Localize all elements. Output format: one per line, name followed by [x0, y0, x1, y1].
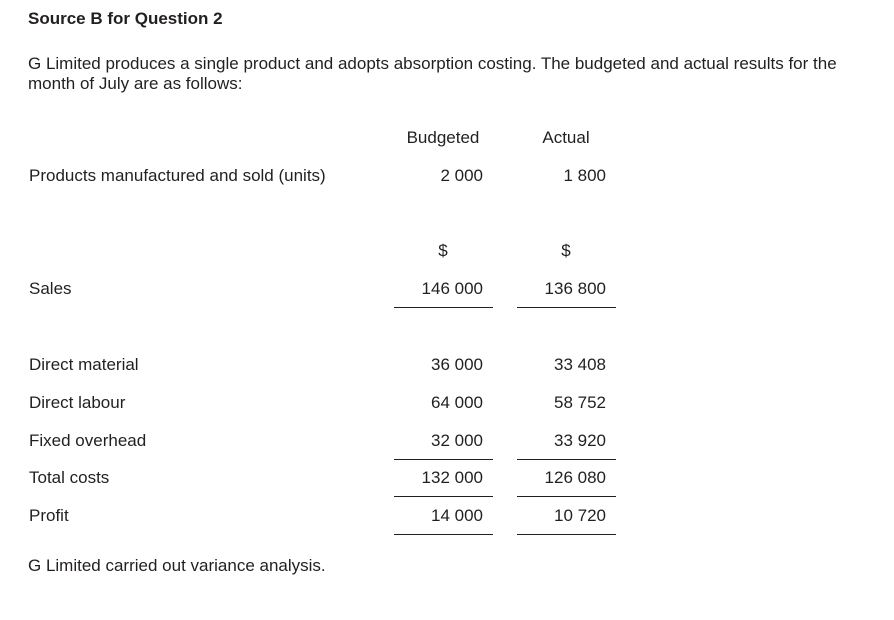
source-heading: Source B for Question 2: [28, 9, 223, 28]
overhead-rule-budgeted: [394, 459, 493, 460]
fixed-overhead-budgeted: 32 000: [431, 431, 483, 450]
footer-note: G Limited carried out variance analysis.: [28, 556, 326, 575]
currency-budgeted: $: [438, 241, 448, 260]
sales-label: Sales: [29, 279, 72, 298]
direct-labour-budgeted: 64 000: [431, 393, 483, 412]
direct-material-label: Direct material: [29, 355, 139, 374]
profit-rule-budgeted: [394, 534, 493, 535]
actual-column-header: Actual: [542, 128, 590, 147]
total-rule-budgeted: [394, 496, 493, 497]
profit-label: Profit: [29, 506, 69, 525]
profit-rule-actual: [517, 534, 616, 535]
currency-actual: $: [561, 241, 571, 260]
total-costs-actual: 126 080: [544, 468, 606, 487]
units-label: Products manufactured and sold (units): [29, 166, 326, 185]
direct-labour-label: Direct labour: [29, 393, 126, 412]
units-actual: 1 800: [563, 166, 606, 185]
direct-material-budgeted: 36 000: [431, 355, 483, 374]
direct-material-actual: 33 408: [554, 355, 606, 374]
fixed-overhead-actual: 33 920: [554, 431, 606, 450]
total-costs-label: Total costs: [29, 468, 110, 487]
fixed-overhead-label: Fixed overhead: [29, 431, 147, 450]
sales-rule-budgeted: [394, 307, 493, 308]
units-budgeted: 2 000: [440, 166, 483, 185]
sales-budgeted: 146 000: [421, 279, 483, 298]
overhead-rule-actual: [517, 459, 616, 460]
intro-paragraph: G Limited produces a single product and adopts absorption costing. The budgeted and actual results for the month of July are as follows:: [28, 54, 837, 93]
profit-actual: 10 720: [554, 506, 606, 525]
sales-actual: 136 800: [544, 279, 606, 298]
budgeted-column-header: Budgeted: [406, 128, 480, 147]
total-rule-actual: [517, 496, 616, 497]
direct-labour-actual: 58 752: [554, 393, 606, 412]
total-costs-budgeted: 132 000: [421, 468, 483, 487]
sales-rule-actual: [517, 307, 616, 308]
profit-budgeted: 14 000: [431, 506, 483, 525]
